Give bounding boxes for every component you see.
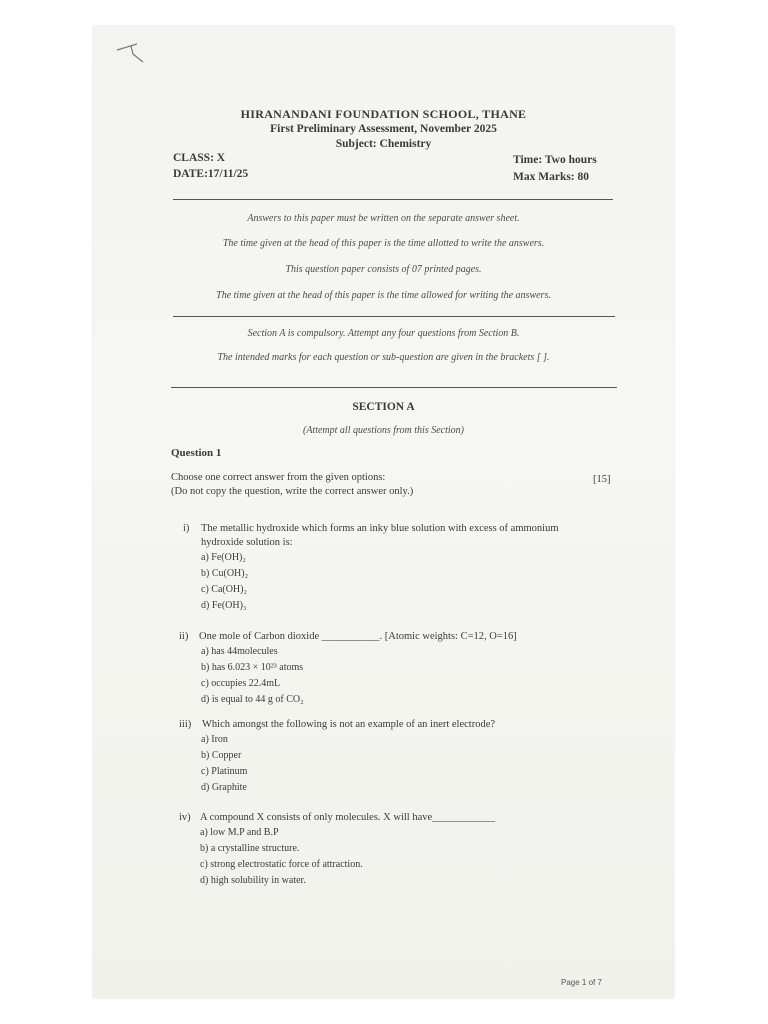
item-text: Which amongst the following is not an example of an inert electrode? <box>202 719 496 730</box>
assessment-title: First Preliminary Assessment, November 2025 <box>270 123 497 135</box>
max-marks-label: Max Marks: 80 <box>513 171 590 183</box>
section-divider <box>171 387 617 388</box>
section-subtitle: (Attempt all questions from this Section) <box>302 425 464 436</box>
option: b) Cu(OH)₂ <box>201 568 249 579</box>
option: b) Copper <box>201 750 242 761</box>
question-prompt: Choose one correct answer from the given options: <box>171 472 386 483</box>
option: b) has 6.023 × 10²³ atoms <box>201 662 304 673</box>
instruction-line: The time given at the head of this paper is the time allotted to write the answers. <box>222 238 545 249</box>
class-label: CLASS: X <box>173 152 226 164</box>
option: d) high solubility in water. <box>200 875 306 886</box>
option: a) Iron <box>201 734 228 745</box>
school-name: HIRANANDANI FOUNDATION SCHOOL, THANE <box>240 107 527 121</box>
item-text: A compound X consists of only molecules. X will have____________ <box>200 812 496 823</box>
option: a) low M.P and B.P <box>200 827 279 838</box>
question-note: (Do not copy the question, write the correct answer only.) <box>171 486 414 497</box>
time-label: Time: Two hours <box>513 154 597 166</box>
option: c) occupies 22.4mL <box>201 678 281 689</box>
item-number: iii) <box>179 719 192 730</box>
option: c) Platinum <box>201 766 248 777</box>
instruction-line: This question paper consists of 07 printed pages. <box>285 264 482 275</box>
question-label: Question 1 <box>171 447 222 459</box>
option: a) Fe(OH)₂ <box>201 552 246 563</box>
instructions-divider <box>173 316 615 317</box>
option: c) strong electrostatic force of attraction. <box>200 859 363 870</box>
option: a) has 44molecules <box>201 646 278 657</box>
option: d) Graphite <box>201 782 247 793</box>
option: b) a crystalline structure. <box>200 843 300 854</box>
page-number: Page 1 of 7 <box>561 978 602 987</box>
pen-mark-icon <box>115 42 149 66</box>
section-instruction-line: The intended marks for each question or sub-question are given in the brackets [ ]. <box>217 352 550 363</box>
section-instruction-line: Section A is compulsory. Attempt any four questions from Section B. <box>247 328 520 339</box>
subject-line: Subject: Chemistry <box>335 138 432 150</box>
section-title: SECTION A <box>352 401 415 413</box>
item-text: hydroxide solution is: <box>201 537 293 548</box>
option: d) Fe(OH)₃ <box>201 600 247 611</box>
date-label: DATE:17/11/25 <box>173 168 249 180</box>
header-divider <box>173 199 613 200</box>
instruction-line: The time given at the head of this paper is the time allowed for writing the answers. <box>216 290 551 301</box>
item-text: The metallic hydroxide which forms an inky blue solution with excess of ammonium <box>201 523 559 534</box>
item-number: i) <box>183 523 190 534</box>
item-number: iv) <box>179 812 191 823</box>
option: c) Ca(OH)₂ <box>201 584 247 595</box>
instruction-line: Answers to this paper must be written on the separate answer sheet. <box>247 213 520 224</box>
item-number: ii) <box>179 631 189 642</box>
item-text: One mole of Carbon dioxide ___________. [Atomic weights: C=12, O=16] <box>199 631 517 642</box>
question-marks: [15] <box>593 474 611 485</box>
option: d) is equal to 44 g of CO₂ <box>201 694 304 705</box>
question-paper <box>93 26 674 998</box>
